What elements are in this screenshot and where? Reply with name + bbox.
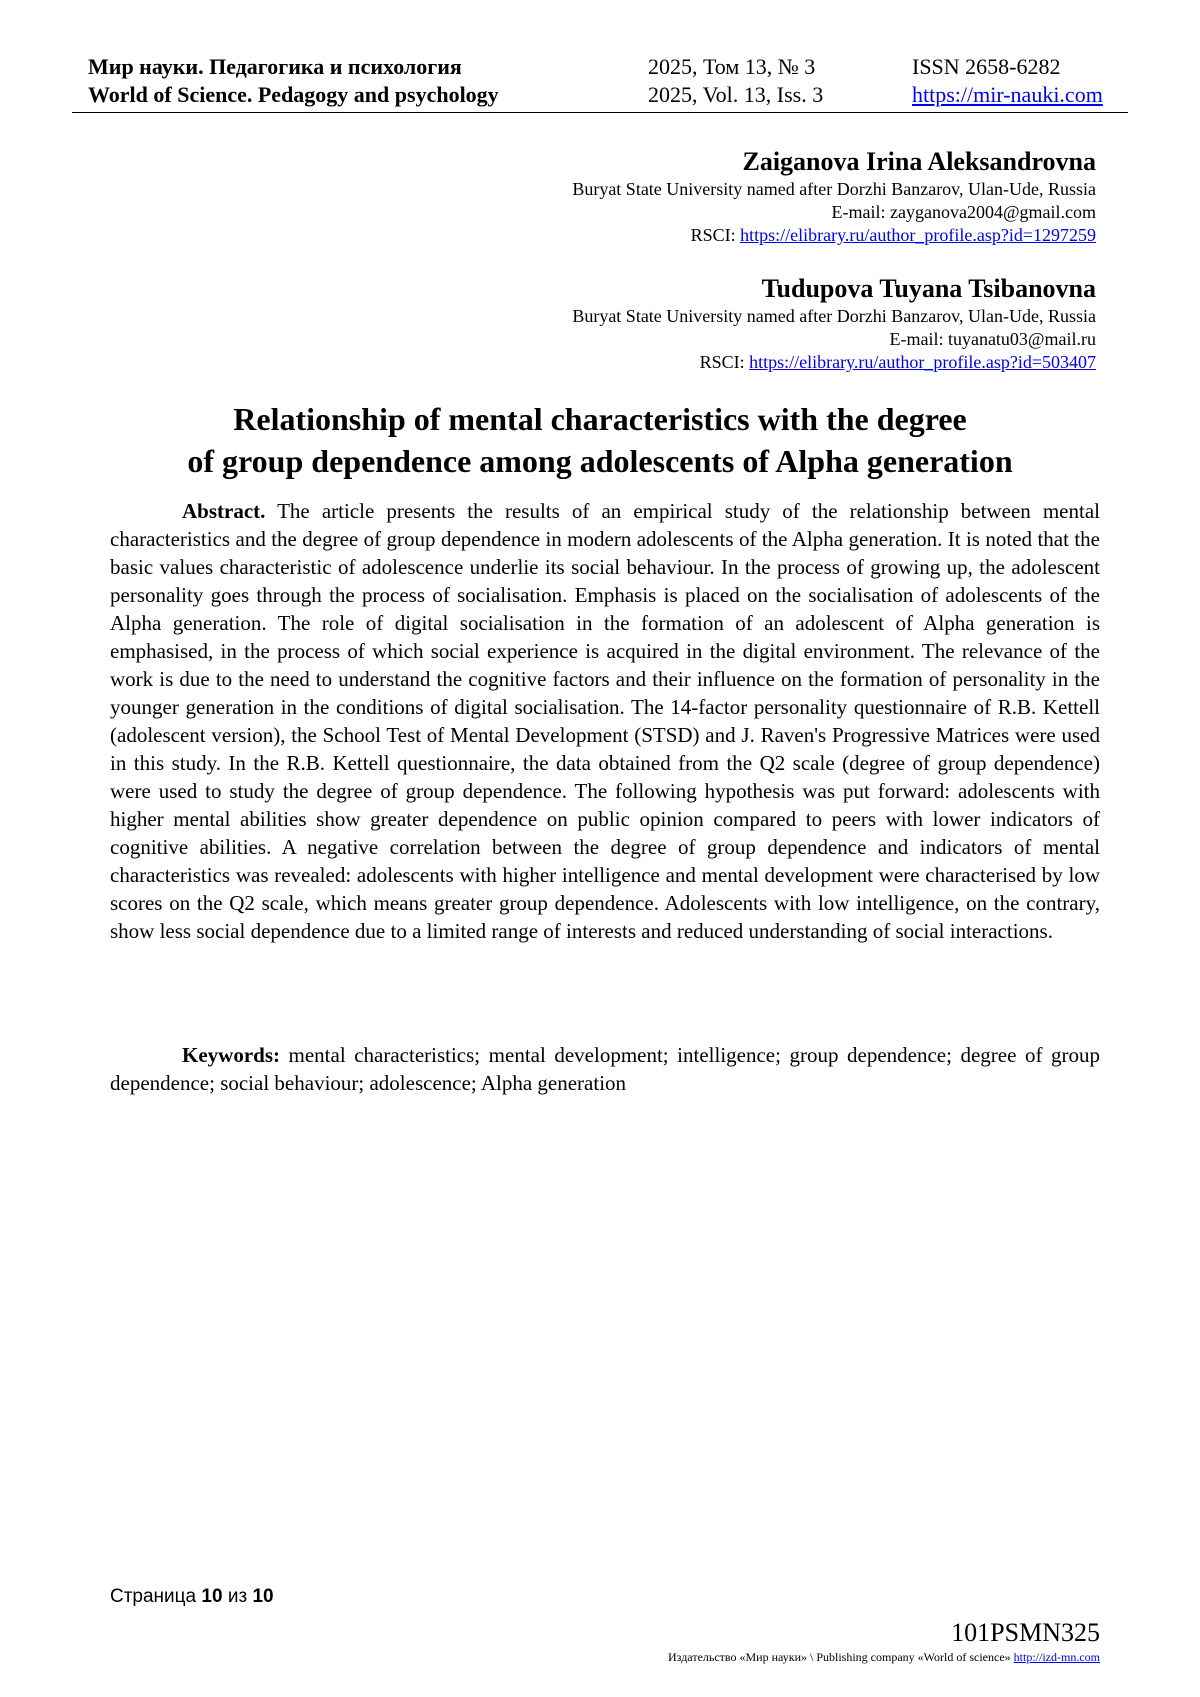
- abstract: [110, 497, 1100, 945]
- author-affiliation: Buryat State University named after Dorzhi Banzarov, Ulan-Ude, Russia: [572, 306, 1096, 326]
- author-name: Tudupova Tuyana Tsibanovna: [761, 274, 1096, 303]
- author-rsci: [296, 224, 1096, 247]
- page-total: 10: [252, 1586, 274, 1607]
- article-title: [100, 398, 1100, 482]
- journal-header: [72, 50, 1128, 112]
- header-divider: [72, 112, 1128, 113]
- abstract-label: Abstract.: [182, 499, 266, 523]
- publisher-text: Издательство «Мир науки» \ Publishing company «World of science»: [668, 1650, 1014, 1664]
- header-row-ru: [72, 54, 1128, 82]
- author-block-2: [296, 273, 1096, 394]
- keywords: [110, 1041, 1100, 1097]
- publisher-line: [668, 1650, 1100, 1665]
- author-block-1: [296, 146, 1096, 267]
- header-row-en: [72, 82, 1128, 110]
- rsci-link[interactable]: https://elibrary.ru/author_profile.asp?id=503407: [749, 352, 1096, 372]
- keywords-text: mental characteristics; mental development; intelligence; group dependence; degree of group dependence; social behaviour; adolescence; Alpha generation: [110, 1043, 1100, 1095]
- page-mid: из: [222, 1586, 253, 1607]
- keywords-label: Keywords:: [182, 1043, 280, 1067]
- journal-name-ru: Мир науки. Педагогика и психология: [88, 54, 462, 79]
- issue-en: 2025, Vol. 13, Iss. 3: [648, 82, 824, 107]
- title-line-2: of group dependence among adolescents of Alpha generation: [187, 443, 1013, 479]
- page-prefix: Страница: [110, 1586, 202, 1607]
- title-line-1: Relationship of mental characteristics with the degree: [233, 401, 967, 437]
- rsci-label: RSCI:: [699, 352, 750, 372]
- page-number: [110, 1586, 274, 1608]
- author-rsci: [296, 351, 1096, 374]
- publisher-link[interactable]: http://izd-mn.com: [1013, 1650, 1100, 1664]
- author-affiliation: Buryat State University named after Dorzhi Banzarov, Ulan-Ude, Russia: [572, 179, 1096, 199]
- author-email: E-mail: tuyanatu03@mail.ru: [889, 329, 1096, 349]
- journal-site-link[interactable]: https://mir-nauki.com: [912, 82, 1103, 107]
- rsci-link[interactable]: https://elibrary.ru/author_profile.asp?id=1297259: [740, 225, 1096, 245]
- article-code: 101PSMN325: [951, 1618, 1100, 1647]
- page-current: 10: [201, 1586, 223, 1607]
- journal-name-en: World of Science. Pedagogy and psychology: [88, 82, 499, 107]
- issue-ru: 2025, Том 13, № 3: [648, 54, 816, 79]
- author-email: E-mail: zayganova2004@gmail.com: [831, 202, 1096, 222]
- abstract-text: The article presents the results of an empirical study of the relationship between mental characteristics and the degree of group dependence in modern adolescents of the Alpha generation. It is noted that the basic values characteristic of adolescence underlie its social behaviour. In the process of growing up, the adolescent personality goes through the process of socialisation. Emphasis is placed on the socialisation of adolescents of the Alpha generation. The role of digital socialisation in the formation of an adolescent of Alpha generation is emphasised, in the process of which social experience is acquired in the digital environment. The relevance of the work is due to the need to understand the cognitive factors and their influence on the formation of personality in the younger generation in the conditions of digital socialisation. The 14-factor personality questionnaire of R.B. Kettell (adolescent version), the School Test of Mental Development (STSD) and J. Raven's Progressive Matrices were used in this study. In the R.B. Kettell questionnaire, the data obtained from the Q2 scale (degree of group dependence) were used to study the degree of group dependence. The following hypothesis was put forward: adolescents with higher mental abilities show greater dependence on public opinion compared to peers with lower indicators of cognitive abilities. A negative correlation between the degree of group dependence and indicators of mental characteristics was revealed: adolescents with higher intelligence and mental development were characterised by low scores on the Q2 scale, which means greater group dependence. Adolescents with low intelligence, on the contrary, show less social dependence due to a limited range of interests and reduced understanding of social interactions.: [110, 499, 1100, 943]
- rsci-label: RSCI:: [690, 225, 741, 245]
- issn: ISSN 2658-6282: [912, 54, 1061, 79]
- author-name: Zaiganova Irina Aleksandrovna: [742, 147, 1096, 176]
